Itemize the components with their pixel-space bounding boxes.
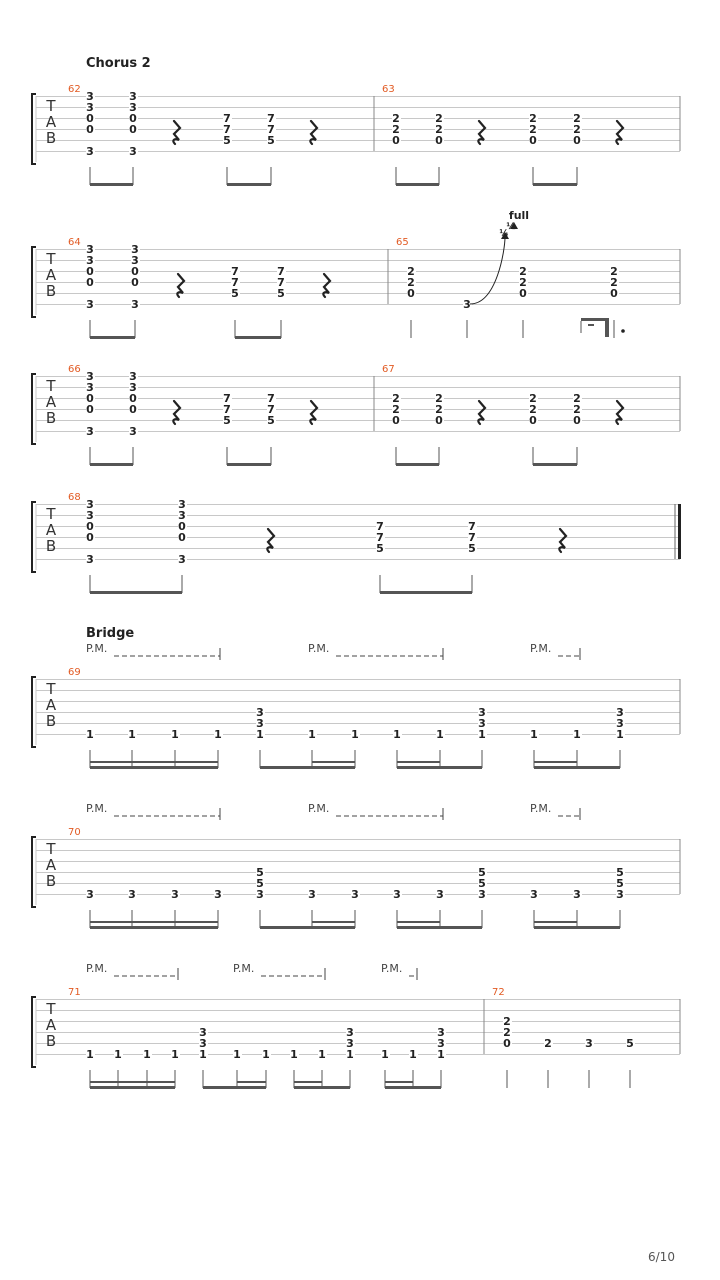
fret-number: 1 <box>573 728 581 741</box>
measure-number: 66 <box>68 364 81 375</box>
tab-clef-letter: T <box>46 680 56 698</box>
beam <box>396 183 439 186</box>
fret-number: 1 <box>346 1048 354 1061</box>
fret-number: 5 <box>478 877 486 890</box>
fret-number: 0 <box>503 1037 511 1050</box>
beam-16th <box>237 1081 266 1083</box>
bend-amount-label: full <box>508 209 530 222</box>
fret-number: 1 <box>409 1048 417 1061</box>
measure-number: 64 <box>68 237 81 248</box>
tab-clef-letter: B <box>45 409 57 427</box>
staff-brace <box>32 247 36 317</box>
fret-number: 7 <box>231 276 239 289</box>
fret-number: 1 <box>616 728 624 741</box>
fret-number: 0 <box>529 414 537 427</box>
fret-number: 5 <box>223 414 231 427</box>
beam <box>396 463 439 466</box>
beam <box>260 766 355 769</box>
palm-mute-label: P.M. <box>530 642 552 655</box>
staff-brace <box>32 837 36 907</box>
fret-number: 3 <box>214 888 222 901</box>
beam <box>397 926 482 929</box>
fret-number: 3 <box>573 888 581 901</box>
fret-number: 3 <box>131 254 139 267</box>
beam <box>534 766 620 769</box>
fret-number: 5 <box>468 542 476 555</box>
fret-number: 0 <box>529 134 537 147</box>
fret-number: 5 <box>223 134 231 147</box>
measure-number: 62 <box>68 84 81 95</box>
fret-number: 2 <box>503 1026 511 1039</box>
fret-number: 7 <box>376 520 384 533</box>
fret-number: 0 <box>178 531 186 544</box>
fret-number: 2 <box>435 123 443 136</box>
fret-number: 3 <box>346 1037 354 1050</box>
tab-clef-letter: A <box>45 113 57 131</box>
fret-number: 3 <box>129 381 137 394</box>
fret-number: 3 <box>530 888 538 901</box>
fret-number: 3 <box>256 717 264 730</box>
staff-brace <box>32 374 36 444</box>
fret-number: 1 <box>128 728 136 741</box>
fret-number: 0 <box>519 287 527 300</box>
fret-number: 2 <box>392 123 400 136</box>
beam <box>294 1086 350 1089</box>
fret-number: 0 <box>129 112 137 125</box>
beam-16th <box>397 921 440 923</box>
bend-half-label: ½ <box>506 222 516 232</box>
tab-clef-letter: T <box>46 250 56 268</box>
fret-number: 2 <box>610 265 618 278</box>
fret-number: 3 <box>86 101 94 114</box>
fret-number: 3 <box>437 1026 445 1039</box>
fret-number: 1 <box>214 728 222 741</box>
section-label-bridge: Bridge <box>86 626 135 641</box>
fret-number: 0 <box>435 414 443 427</box>
fret-number: 3 <box>478 888 486 901</box>
fret-number: 1 <box>436 728 444 741</box>
measure-number: 63 <box>382 84 395 95</box>
beam-16th <box>90 761 218 763</box>
fret-number: 2 <box>407 265 415 278</box>
beam-16th <box>534 921 577 923</box>
beam-end <box>605 321 609 337</box>
measure-number: 68 <box>68 492 81 503</box>
fret-number: 7 <box>267 392 275 405</box>
fret-number: 3 <box>129 145 137 158</box>
fret-number: 3 <box>436 888 444 901</box>
fret-number: 2 <box>435 112 443 125</box>
fret-number: 7 <box>267 112 275 125</box>
fret-number: 2 <box>529 112 537 125</box>
tab-clef-letter: A <box>45 266 57 284</box>
fret-number: 3 <box>86 298 94 311</box>
beam-16th <box>312 921 355 923</box>
fret-number: 3 <box>616 888 624 901</box>
fret-number: 3 <box>478 717 486 730</box>
tab-clef-letter: B <box>45 282 57 300</box>
fret-number: 0 <box>86 112 94 125</box>
palm-mute-label: P.M. <box>86 642 108 655</box>
fret-number: 7 <box>223 112 231 125</box>
beam-16th <box>397 761 440 763</box>
fret-number: 7 <box>468 520 476 533</box>
fret-number: 0 <box>86 531 94 544</box>
fret-number: 5 <box>256 866 264 879</box>
fret-number: 1 <box>318 1048 326 1061</box>
fret-number: 7 <box>223 123 231 136</box>
tab-clef-letter: B <box>45 1032 57 1050</box>
fret-number: 3 <box>86 381 94 394</box>
fret-number: 3 <box>86 90 94 103</box>
fret-number: 7 <box>223 392 231 405</box>
palm-mute-label: P.M. <box>86 962 108 975</box>
measure-number: 72 <box>492 987 505 998</box>
fret-number: 3 <box>199 1026 207 1039</box>
fret-number: 2 <box>503 1015 511 1028</box>
fret-number: 0 <box>610 287 618 300</box>
fret-number: 5 <box>277 287 285 300</box>
palm-mute-label: P.M. <box>233 962 255 975</box>
fret-number: 0 <box>573 414 581 427</box>
fret-number: 1 <box>262 1048 270 1061</box>
palm-mute-label: P.M. <box>530 802 552 815</box>
fret-number: 0 <box>407 287 415 300</box>
fret-number: 7 <box>231 265 239 278</box>
staff-brace <box>32 502 36 572</box>
tab-clef-letter: B <box>45 129 57 147</box>
tab-clef-letter: A <box>45 696 57 714</box>
beam <box>380 591 472 594</box>
fret-number: 5 <box>267 134 275 147</box>
beam-16th <box>534 761 577 763</box>
beam <box>227 463 271 466</box>
dot-icon <box>621 329 625 333</box>
fret-number: 7 <box>267 123 275 136</box>
fret-number: 3 <box>86 888 94 901</box>
beam-16th <box>294 1081 322 1083</box>
fret-number: 3 <box>86 370 94 383</box>
tab-clef-letter: T <box>46 1000 56 1018</box>
fret-number: 3 <box>585 1037 593 1050</box>
fret-number: 2 <box>529 392 537 405</box>
fret-number: 1 <box>437 1048 445 1061</box>
fret-number: 5 <box>626 1037 634 1050</box>
beam-16th <box>90 921 218 923</box>
beam-16th <box>312 761 355 763</box>
fret-number: 7 <box>468 531 476 544</box>
fret-number: 7 <box>277 276 285 289</box>
fret-number: 3 <box>86 425 94 438</box>
fret-number: 2 <box>573 123 581 136</box>
fret-number: 3 <box>86 498 94 511</box>
beam <box>90 336 135 339</box>
fret-number: 1 <box>143 1048 151 1061</box>
fret-number: 3 <box>308 888 316 901</box>
tab-clef-letter: A <box>45 393 57 411</box>
palm-mute-label: P.M. <box>308 802 330 815</box>
fret-number: 1 <box>393 728 401 741</box>
fret-number: 2 <box>544 1037 552 1050</box>
tab-clef-letter: A <box>45 856 57 874</box>
tab-clef-letter: T <box>46 505 56 523</box>
fret-number: 3 <box>178 498 186 511</box>
fret-number: 2 <box>519 265 527 278</box>
fret-number: 3 <box>131 298 139 311</box>
beam <box>90 463 133 466</box>
palm-mute-label: P.M. <box>86 802 108 815</box>
measure-number: 67 <box>382 364 395 375</box>
fret-number: 3 <box>616 706 624 719</box>
tab-clef-letter: B <box>45 537 57 555</box>
page-number: 6/10 <box>648 1250 675 1264</box>
beam <box>385 1086 441 1089</box>
fret-number: 1 <box>86 728 94 741</box>
beam <box>90 183 133 186</box>
fret-number: 3 <box>616 717 624 730</box>
beam <box>534 926 620 929</box>
fret-number: 3 <box>256 888 264 901</box>
fret-number: 3 <box>351 888 359 901</box>
fret-number: 0 <box>392 414 400 427</box>
fret-number: 3 <box>131 243 139 256</box>
fret-number: 1 <box>290 1048 298 1061</box>
beam <box>90 766 218 769</box>
fret-number: 0 <box>178 520 186 533</box>
fret-number: 1 <box>530 728 538 741</box>
fret-number: 0 <box>392 134 400 147</box>
fret-number: 2 <box>392 403 400 416</box>
fret-number: 3 <box>86 243 94 256</box>
fret-number: 7 <box>277 265 285 278</box>
fret-number: 5 <box>478 866 486 879</box>
fret-number: 1 <box>114 1048 122 1061</box>
fret-number: 0 <box>129 123 137 136</box>
fret-number: 7 <box>223 403 231 416</box>
fret-number: 3 <box>199 1037 207 1050</box>
fret-number: 1 <box>308 728 316 741</box>
beam-16th <box>385 1081 413 1083</box>
fret-number: 2 <box>610 276 618 289</box>
fret-number: 3 <box>256 706 264 719</box>
staff-brace <box>32 94 36 164</box>
fret-number: 0 <box>131 276 139 289</box>
fret-number: 1 <box>86 1048 94 1061</box>
fret-number: 1 <box>233 1048 241 1061</box>
fret-number: 3 <box>463 298 471 311</box>
fret-number: 0 <box>86 403 94 416</box>
fret-number: 1 <box>381 1048 389 1061</box>
fret-number: 5 <box>256 877 264 890</box>
fret-number: 5 <box>267 414 275 427</box>
beam <box>90 1086 175 1089</box>
fret-number: 3 <box>128 888 136 901</box>
tab-system <box>32 499 681 594</box>
beam <box>90 926 218 929</box>
final-barline-thick <box>678 504 681 559</box>
fret-number: 7 <box>376 531 384 544</box>
tab-system <box>32 677 680 769</box>
fret-number: 5 <box>616 866 624 879</box>
fret-number: 5 <box>616 877 624 890</box>
measure-number: 71 <box>68 987 81 998</box>
staff-brace <box>32 997 36 1067</box>
fret-number: 0 <box>86 520 94 533</box>
fret-number: 3 <box>129 425 137 438</box>
palm-mute-label: P.M. <box>308 642 330 655</box>
fret-number: 0 <box>129 392 137 405</box>
fret-number: 3 <box>86 145 94 158</box>
staff-brace <box>32 677 36 747</box>
fret-number: 2 <box>435 403 443 416</box>
measure-number: 65 <box>396 237 409 248</box>
fret-number: 2 <box>573 392 581 405</box>
section-label-chorus: Chorus 2 <box>86 56 151 71</box>
fret-number: 0 <box>573 134 581 147</box>
fret-number: 2 <box>529 403 537 416</box>
beam <box>533 183 577 186</box>
fret-number: 3 <box>437 1037 445 1050</box>
fret-number: 2 <box>435 392 443 405</box>
beam <box>90 591 182 594</box>
fret-number: 2 <box>407 276 415 289</box>
fret-number: 3 <box>178 553 186 566</box>
fret-number: 3 <box>86 553 94 566</box>
fret-number: 1 <box>478 728 486 741</box>
fret-number: 3 <box>346 1026 354 1039</box>
fret-number: 2 <box>529 123 537 136</box>
fret-number: 2 <box>573 403 581 416</box>
fret-number: 7 <box>267 403 275 416</box>
fret-number: 2 <box>392 112 400 125</box>
bend-quarter-label: ¼ <box>499 229 509 239</box>
fret-number: 1 <box>171 1048 179 1061</box>
fret-number: 3 <box>129 370 137 383</box>
tab-system <box>32 997 680 1089</box>
fret-number: 2 <box>392 392 400 405</box>
tab-clef-letter: A <box>45 1016 57 1034</box>
fret-number: 3 <box>393 888 401 901</box>
beam <box>227 183 271 186</box>
tab-clef-letter: T <box>46 97 56 115</box>
fret-number: 5 <box>231 287 239 300</box>
fret-number: 5 <box>376 542 384 555</box>
fret-number: 3 <box>129 101 137 114</box>
beam <box>581 318 609 321</box>
tab-clef-letter: B <box>45 712 57 730</box>
fret-number: 2 <box>519 276 527 289</box>
beam <box>203 1086 266 1089</box>
palm-mute-label: P.M. <box>381 962 403 975</box>
fret-number: 3 <box>86 509 94 522</box>
rest-icon <box>588 324 594 326</box>
tab-clef-letter: B <box>45 872 57 890</box>
tab-clef-letter: T <box>46 377 56 395</box>
tab-system <box>32 244 680 339</box>
fret-number: 0 <box>86 392 94 405</box>
fret-number: 0 <box>86 265 94 278</box>
fret-number: 1 <box>171 728 179 741</box>
fret-number: 0 <box>131 265 139 278</box>
fret-number: 0 <box>129 403 137 416</box>
beam <box>533 463 577 466</box>
fret-number: 1 <box>256 728 264 741</box>
fret-number: 1 <box>199 1048 207 1061</box>
fret-number: 3 <box>171 888 179 901</box>
beam <box>397 766 482 769</box>
fret-number: 0 <box>435 134 443 147</box>
fret-number: 3 <box>129 90 137 103</box>
tab-clef-letter: A <box>45 521 57 539</box>
fret-number: 3 <box>478 706 486 719</box>
fret-number: 2 <box>573 112 581 125</box>
measure-number: 70 <box>68 827 81 838</box>
beam <box>235 336 281 339</box>
fret-number: 0 <box>86 276 94 289</box>
beam <box>260 926 355 929</box>
fret-number: 1 <box>351 728 359 741</box>
tab-system <box>32 837 680 929</box>
beam-16th <box>90 1081 175 1083</box>
fret-number: 3 <box>86 254 94 267</box>
fret-number: 3 <box>178 509 186 522</box>
tab-clef-letter: T <box>46 840 56 858</box>
fret-number: 0 <box>86 123 94 136</box>
measure-number: 69 <box>68 667 81 678</box>
